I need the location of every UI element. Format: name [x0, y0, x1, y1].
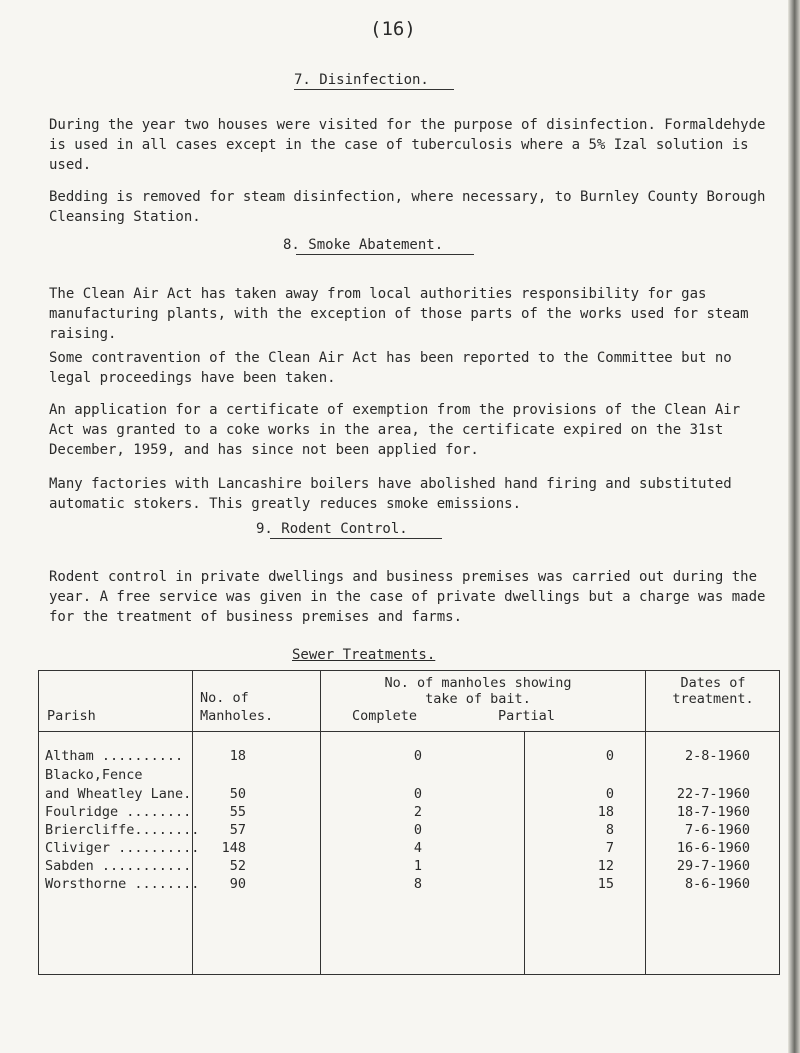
table-right-rule	[779, 670, 780, 975]
header-manholes-line1: No. of	[200, 690, 249, 706]
cell-partial: 15	[597, 876, 614, 892]
paragraph-disinfection-2: Bedding is removed for steam disinfection, where necessary, to Burnley County Borough Cleansing Station.	[49, 189, 766, 225]
cell-parish: Cliviger ..........	[45, 840, 200, 856]
paragraph-rodent-1: Rodent control in private dwellings and business premises was carried out during the year. A free service was given in the case of private dwellings but a charge was made for the treatment of business premises and farms.	[49, 569, 766, 625]
cell-complete: 0	[413, 748, 422, 764]
header-dates-line2: treatment.	[672, 691, 754, 707]
paragraph-smoke-1: The Clean Air Act has taken away from local authorities responsibility for gas manufacturing plants, with the exception of those parts of the works used for steam raising.	[49, 286, 749, 342]
header-showing-line2: take of bait.	[425, 691, 531, 707]
cell-complete: 2	[413, 804, 422, 820]
header-manholes-line2: Manholes.	[200, 708, 274, 724]
cell-complete: 0	[413, 822, 422, 838]
section-heading-disinfection: 7. Disinfection.	[294, 72, 429, 88]
page-edge-shadow	[788, 0, 800, 1053]
cell-parish: Foulridge ........	[45, 804, 192, 820]
page-number: (16)	[370, 18, 416, 40]
cell-manholes: 50	[229, 786, 246, 802]
cell-date: 16-6-1960	[676, 840, 750, 856]
column-rule	[320, 670, 321, 975]
heading-underline	[270, 538, 442, 539]
cell-date: 2-8-1960	[684, 748, 750, 764]
cell-manholes: 148	[221, 840, 246, 856]
paragraph-disinfection-1: During the year two houses were visited for the purpose of disinfection. Formaldehyde is used in all cases except in the case of tuberculosis where a 5% Izal solution is used.	[49, 117, 766, 173]
cell-partial: 7	[605, 840, 614, 856]
cell-parish: Briercliffe........	[45, 822, 200, 838]
paragraph-smoke-4: Many factories with Lancashire boilers have abolished hand firing and substituted automatic stokers. This greatly reduces smoke emissions.	[49, 476, 732, 512]
paragraph-smoke-2: Some contravention of the Clean Air Act has been reported to the Committee but no legal proceedings have been taken.	[49, 350, 732, 386]
table-bottom-rule	[38, 974, 780, 975]
cell-date: 18-7-1960	[676, 804, 750, 820]
header-parish: Parish	[47, 708, 96, 724]
cell-date: 29-7-1960	[676, 858, 750, 874]
sewer-treatments-title: Sewer Treatments.	[292, 647, 436, 663]
section-heading-rodent-control: 9. Rodent Control.	[256, 521, 408, 537]
cell-manholes: 55	[229, 804, 246, 820]
cell-date: 8-6-1960	[684, 876, 750, 892]
cell-partial: 18	[597, 804, 614, 820]
cell-parish: and Wheatley Lane.	[45, 786, 192, 802]
cell-manholes: 90	[229, 876, 246, 892]
cell-complete: 8	[413, 876, 422, 892]
cell-complete: 4	[413, 840, 422, 856]
heading-underline	[294, 89, 454, 90]
cell-date: 7-6-1960	[684, 822, 750, 838]
header-showing-line1: No. of manholes showing	[384, 675, 572, 691]
cell-manholes: 18	[229, 748, 246, 764]
cell-parish: Altham ..........	[45, 748, 184, 764]
header-dates-line1: Dates of	[680, 675, 746, 691]
cell-date: 22-7-1960	[676, 786, 750, 802]
cell-parish: Sabden ...........	[45, 858, 192, 874]
cell-parish: Blacko,Fence	[45, 767, 143, 783]
header-partial: Partial	[498, 708, 555, 724]
cell-partial: 12	[597, 858, 614, 874]
column-rule	[645, 670, 646, 975]
cell-complete: 1	[413, 858, 422, 874]
cell-partial: 8	[605, 822, 614, 838]
table-left-rule	[38, 670, 39, 975]
cell-manholes: 52	[229, 858, 246, 874]
header-complete: Complete	[352, 708, 418, 724]
heading-underline	[296, 254, 474, 255]
cell-complete: 0	[413, 786, 422, 802]
cell-parish: Worsthorne ........	[45, 876, 200, 892]
column-rule	[524, 731, 525, 975]
cell-partial: 0	[605, 748, 614, 764]
table-top-rule	[38, 670, 780, 671]
section-heading-smoke-abatement: 8. Smoke Abatement.	[283, 237, 444, 253]
paragraph-smoke-3: An application for a certificate of exemption from the provisions of the Clean Air Act was granted to a coke works in the area, the certificate expired on the 31st December, 1959, and has since not been applied for.	[49, 402, 741, 458]
sewer-treatments-table	[40, 670, 780, 975]
cell-partial: 0	[605, 786, 614, 802]
table-header-rule	[38, 731, 780, 732]
cell-manholes: 57	[229, 822, 246, 838]
